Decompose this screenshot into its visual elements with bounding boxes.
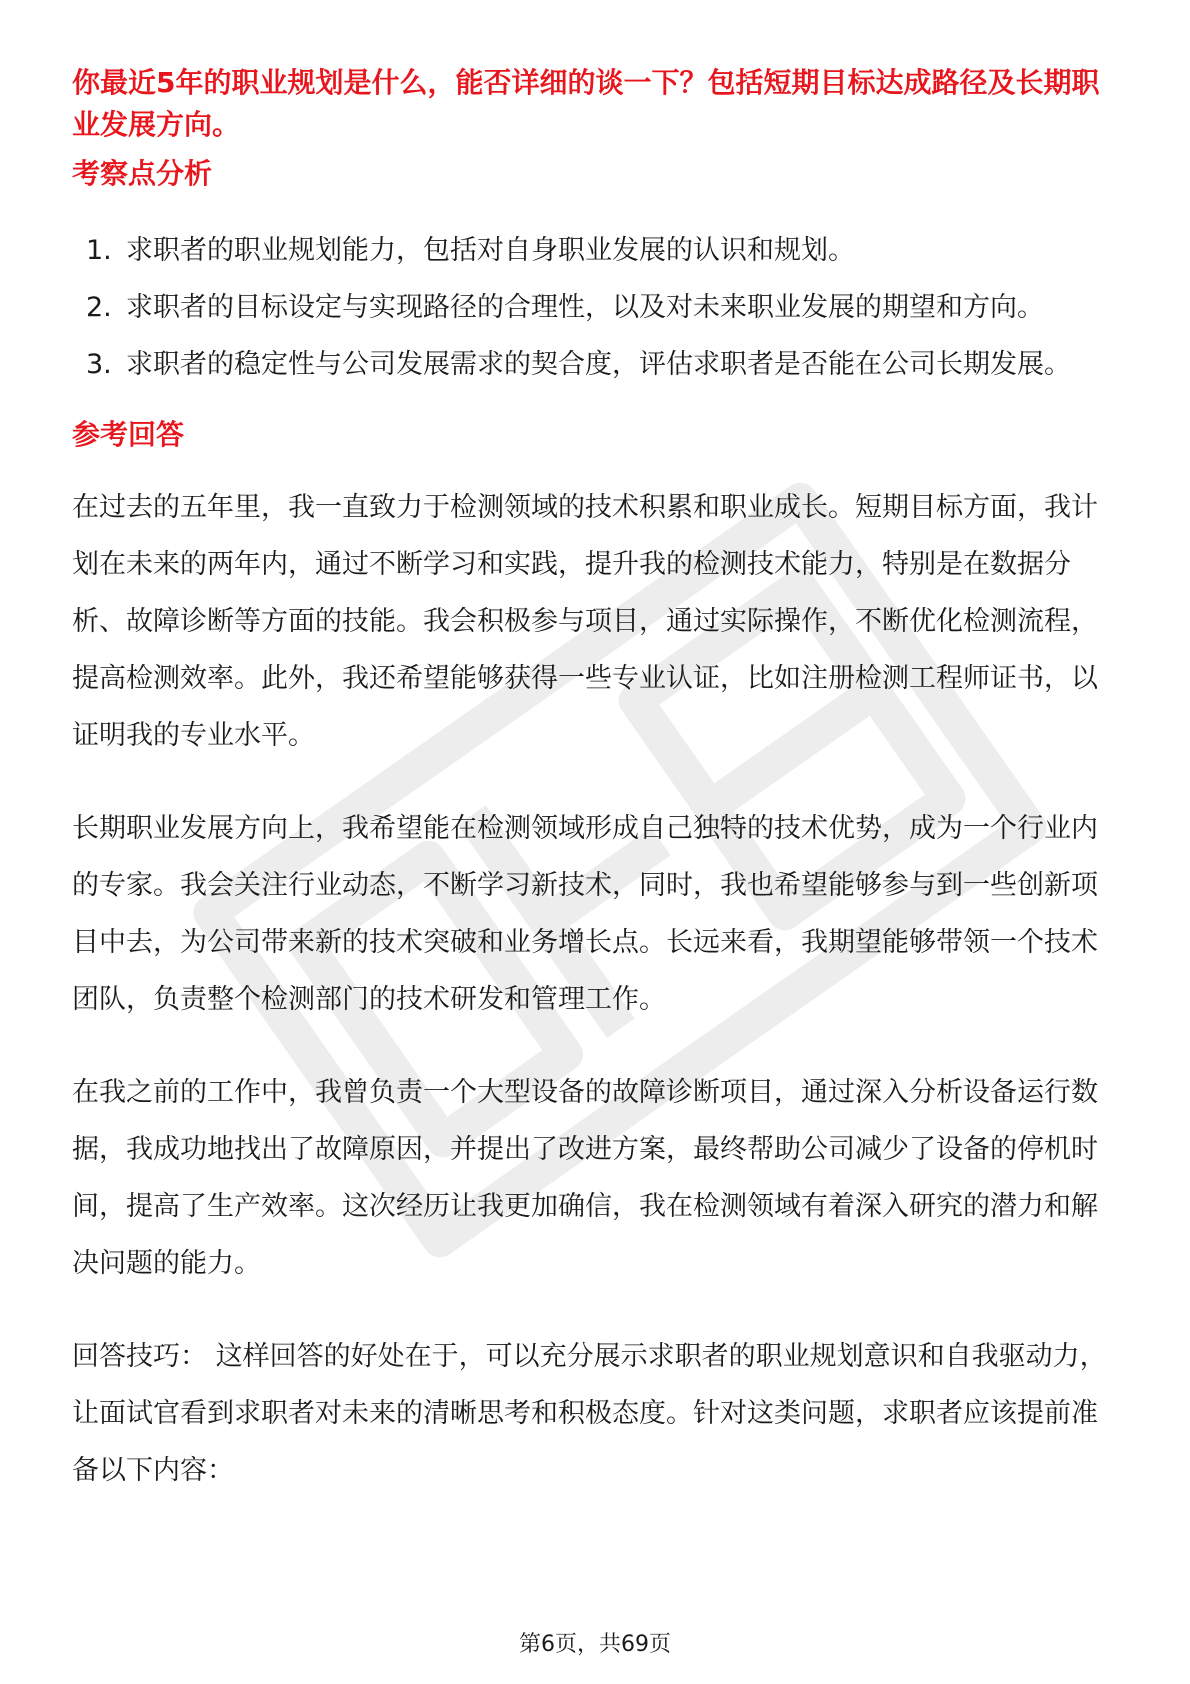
analysis-points-list	[72, 222, 1122, 393]
question-heading: 你最近5年的职业规划是什么，能否详细的谈一下？包括短期目标达成路径及长期职业发展方向。	[72, 66, 1100, 141]
list-item	[72, 336, 1122, 393]
answer-tips-paragraph: 回答技巧： 这样回答的好处在于，可以充分展示求职者的职业规划意识和自我驱动力，让面试官看到求职者对未来的清晰思考和积极态度。针对这类问题，求职者应该提前准备以下内容：	[72, 1341, 1107, 1486]
answer-section-title: 参考回答	[72, 418, 185, 451]
answer-paragraph: 在我之前的工作中，我曾负责一个大型设备的故障诊断项目，通过深入分析设备运行数据，我成功地找出了故障原因，并提出了改进方案，最终帮助公司减少了设备的停机时间，提高了生产效率。这次经历让我更加确信，我在检测领域有着深入研究的潜力和解决问题的能力。	[72, 1077, 1098, 1279]
document-content	[72, 62, 1122, 1499]
list-item-number: 2.	[86, 292, 112, 323]
answer-paragraph: 在过去的五年里，我一直致力于检测领域的技术积累和职业成长。短期目标方面，我计划在未来的两年内，通过不断学习和实践，提升我的检测技术能力，特别是在数据分析、故障诊断等方面的技能。我会积极参与项目，通过实际操作，不断优化检测流程，提高检测效率。此外，我还希望能够获得一些专业认证，比如注册检测工程师证书，以证明我的专业水平。	[72, 492, 1098, 751]
list-item-text: 求职者的目标设定与实现路径的合理性，以及对未来职业发展的期望和方向。	[126, 292, 1044, 323]
list-item	[72, 222, 1122, 279]
answer-paragraph: 长期职业发展方向上，我希望能在检测领域形成自己独特的技术优势，成为一个行业内的专家。我会关注行业动态，不断学习新技术，同时，我也希望能够参与到一些创新项目中去，为公司带来新的技术突破和业务增长点。长远来看，我期望能够带领一个技术团队，负责整个检测部门的技术研发和管理工作。	[72, 813, 1098, 1015]
analysis-section-title: 考察点分析	[72, 157, 213, 190]
list-item-text: 求职者的稳定性与公司发展需求的契合度，评估求职者是否能在公司长期发展。	[126, 349, 1071, 380]
list-item	[72, 279, 1122, 336]
list-item-text: 求职者的职业规划能力，包括对自身职业发展的认识和规划。	[126, 235, 855, 266]
page-number-footer: 第6页，共69页	[519, 1632, 671, 1657]
list-item-number: 3.	[86, 349, 112, 380]
list-item-number: 1.	[86, 235, 112, 266]
